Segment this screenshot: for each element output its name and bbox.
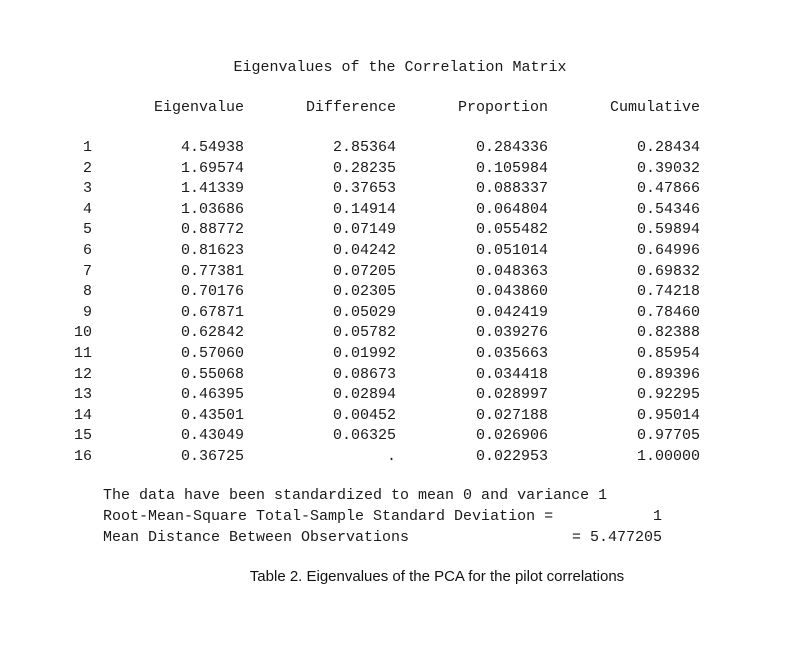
cumulative-cell: 0.47866: [636, 180, 700, 198]
row-number: 9: [82, 303, 92, 321]
row-number: 7: [82, 262, 92, 280]
difference-cell: .: [386, 447, 396, 465]
eigenvalue-cell: 0.70176: [180, 283, 244, 301]
table-row: [0, 367, 800, 388]
proportion-cell: 0.048363: [475, 262, 548, 280]
cumulative-cell: 0.95014: [636, 406, 700, 424]
rms-value: 1: [652, 508, 662, 525]
row-number: 6: [82, 241, 92, 259]
eigenvalue-cell: 0.77381: [180, 262, 244, 280]
row-number: 15: [73, 427, 92, 445]
proportion-cell: 0.034418: [475, 365, 548, 383]
cumulative-cell: 0.82388: [636, 324, 700, 342]
table-row: [0, 222, 800, 243]
header-difference: Difference: [305, 99, 396, 116]
table-row: [0, 264, 800, 285]
cumulative-cell: 0.59894: [636, 221, 700, 239]
table-caption: Table 2. Eigenvalues of the PCA for the pilot correlations: [249, 568, 625, 585]
eigenvalue-cell: 1.03686: [180, 200, 244, 218]
table-row: [0, 181, 800, 202]
table-row: [0, 387, 800, 408]
row-number: 5: [82, 221, 92, 239]
cumulative-cell: 0.78460: [636, 303, 700, 321]
cumulative-cell: 0.89396: [636, 365, 700, 383]
rms-label: Root-Mean-Square Total-Sample Standard Deviation =: [103, 508, 554, 525]
cumulative-cell: 0.85954: [636, 344, 700, 362]
proportion-cell: 0.022953: [475, 447, 548, 465]
row-number: 14: [73, 406, 92, 424]
difference-cell: 0.00452: [332, 406, 396, 424]
proportion-cell: 0.026906: [475, 427, 548, 445]
row-number: 11: [73, 344, 92, 362]
eigenvalue-table-body: [0, 140, 800, 470]
table-row: [0, 325, 800, 346]
difference-cell: 0.07149: [332, 221, 396, 239]
cumulative-cell: 0.69832: [636, 262, 700, 280]
row-number: 3: [82, 180, 92, 198]
table-row: [0, 202, 800, 223]
difference-cell: 0.07205: [332, 262, 396, 280]
row-number: 13: [73, 386, 92, 404]
proportion-cell: 0.027188: [475, 406, 548, 424]
table-row: [0, 408, 800, 429]
difference-cell: 0.02305: [332, 283, 396, 301]
eigenvalue-cell: 0.36725: [180, 447, 244, 465]
table-row: [0, 346, 800, 367]
cumulative-cell: 0.92295: [636, 386, 700, 404]
row-number: 2: [82, 159, 92, 177]
table-row: [0, 161, 800, 182]
difference-cell: 2.85364: [332, 139, 396, 156]
proportion-cell: 0.105984: [475, 159, 548, 177]
cumulative-cell: 0.97705: [636, 427, 700, 445]
eigenvalue-cell: 0.46395: [180, 386, 244, 404]
eigenvalue-cell: 0.67871: [180, 303, 244, 321]
header-cumulative: Cumulative: [609, 99, 700, 116]
eigenvalue-cell: 0.81623: [180, 241, 244, 259]
proportion-cell: 0.055482: [475, 221, 548, 239]
standardized-note: The data have been standardized to mean 0 and variance 1: [103, 487, 608, 504]
proportion-cell: 0.043860: [475, 283, 548, 301]
difference-cell: 0.04242: [332, 241, 396, 259]
row-number: 8: [82, 283, 92, 301]
table-row: [0, 449, 800, 470]
header-proportion: Proportion: [457, 99, 548, 116]
row-number: 12: [73, 365, 92, 383]
difference-cell: 0.28235: [332, 159, 396, 177]
table-title: Eigenvalues of the Correlation Matrix: [233, 59, 567, 76]
eigenvalue-cell: 0.57060: [180, 344, 244, 362]
eigenvalue-cell: 1.41339: [180, 180, 244, 198]
row-number: 4: [82, 200, 92, 218]
mean-distance-value: = 5.477205: [571, 529, 662, 546]
difference-cell: 0.05782: [332, 324, 396, 342]
table-row: [0, 428, 800, 449]
eigenvalue-cell: 0.43049: [180, 427, 244, 445]
proportion-cell: 0.088337: [475, 180, 548, 198]
row-number: 16: [73, 447, 92, 465]
cumulative-cell: 0.74218: [636, 283, 700, 301]
table-row: [0, 305, 800, 326]
row-number: 10: [73, 324, 92, 342]
eigenvalue-cell: 0.62842: [180, 324, 244, 342]
table-row: [0, 243, 800, 264]
row-number: 1: [82, 139, 92, 156]
eigenvalue-cell: 1.69574: [180, 159, 244, 177]
proportion-cell: 0.028997: [475, 386, 548, 404]
eigenvalue-cell: 0.43501: [180, 406, 244, 424]
proportion-cell: 0.064804: [475, 200, 548, 218]
header-eigenvalue: Eigenvalue: [153, 99, 244, 116]
cumulative-cell: 0.64996: [636, 241, 700, 259]
proportion-cell: 0.042419: [475, 303, 548, 321]
difference-cell: 0.01992: [332, 344, 396, 362]
difference-cell: 0.02894: [332, 386, 396, 404]
eigenvalue-cell: 0.55068: [180, 365, 244, 383]
proportion-cell: 0.284336: [475, 139, 548, 156]
cumulative-cell: 0.28434: [636, 139, 700, 156]
difference-cell: 0.37653: [332, 180, 396, 198]
cumulative-cell: 0.39032: [636, 159, 700, 177]
difference-cell: 0.08673: [332, 365, 396, 383]
mean-distance-label: Mean Distance Between Observations: [103, 529, 410, 546]
proportion-cell: 0.035663: [475, 344, 548, 362]
table-row: [0, 284, 800, 305]
difference-cell: 0.05029: [332, 303, 396, 321]
cumulative-cell: 0.54346: [636, 200, 700, 218]
proportion-cell: 0.039276: [475, 324, 548, 342]
difference-cell: 0.14914: [332, 200, 396, 218]
eigenvalue-cell: 0.88772: [180, 221, 244, 239]
eigenvalue-cell: 4.54938: [180, 139, 244, 156]
table-row: [0, 140, 800, 161]
difference-cell: 0.06325: [332, 427, 396, 445]
cumulative-cell: 1.00000: [636, 447, 700, 465]
proportion-cell: 0.051014: [475, 241, 548, 259]
